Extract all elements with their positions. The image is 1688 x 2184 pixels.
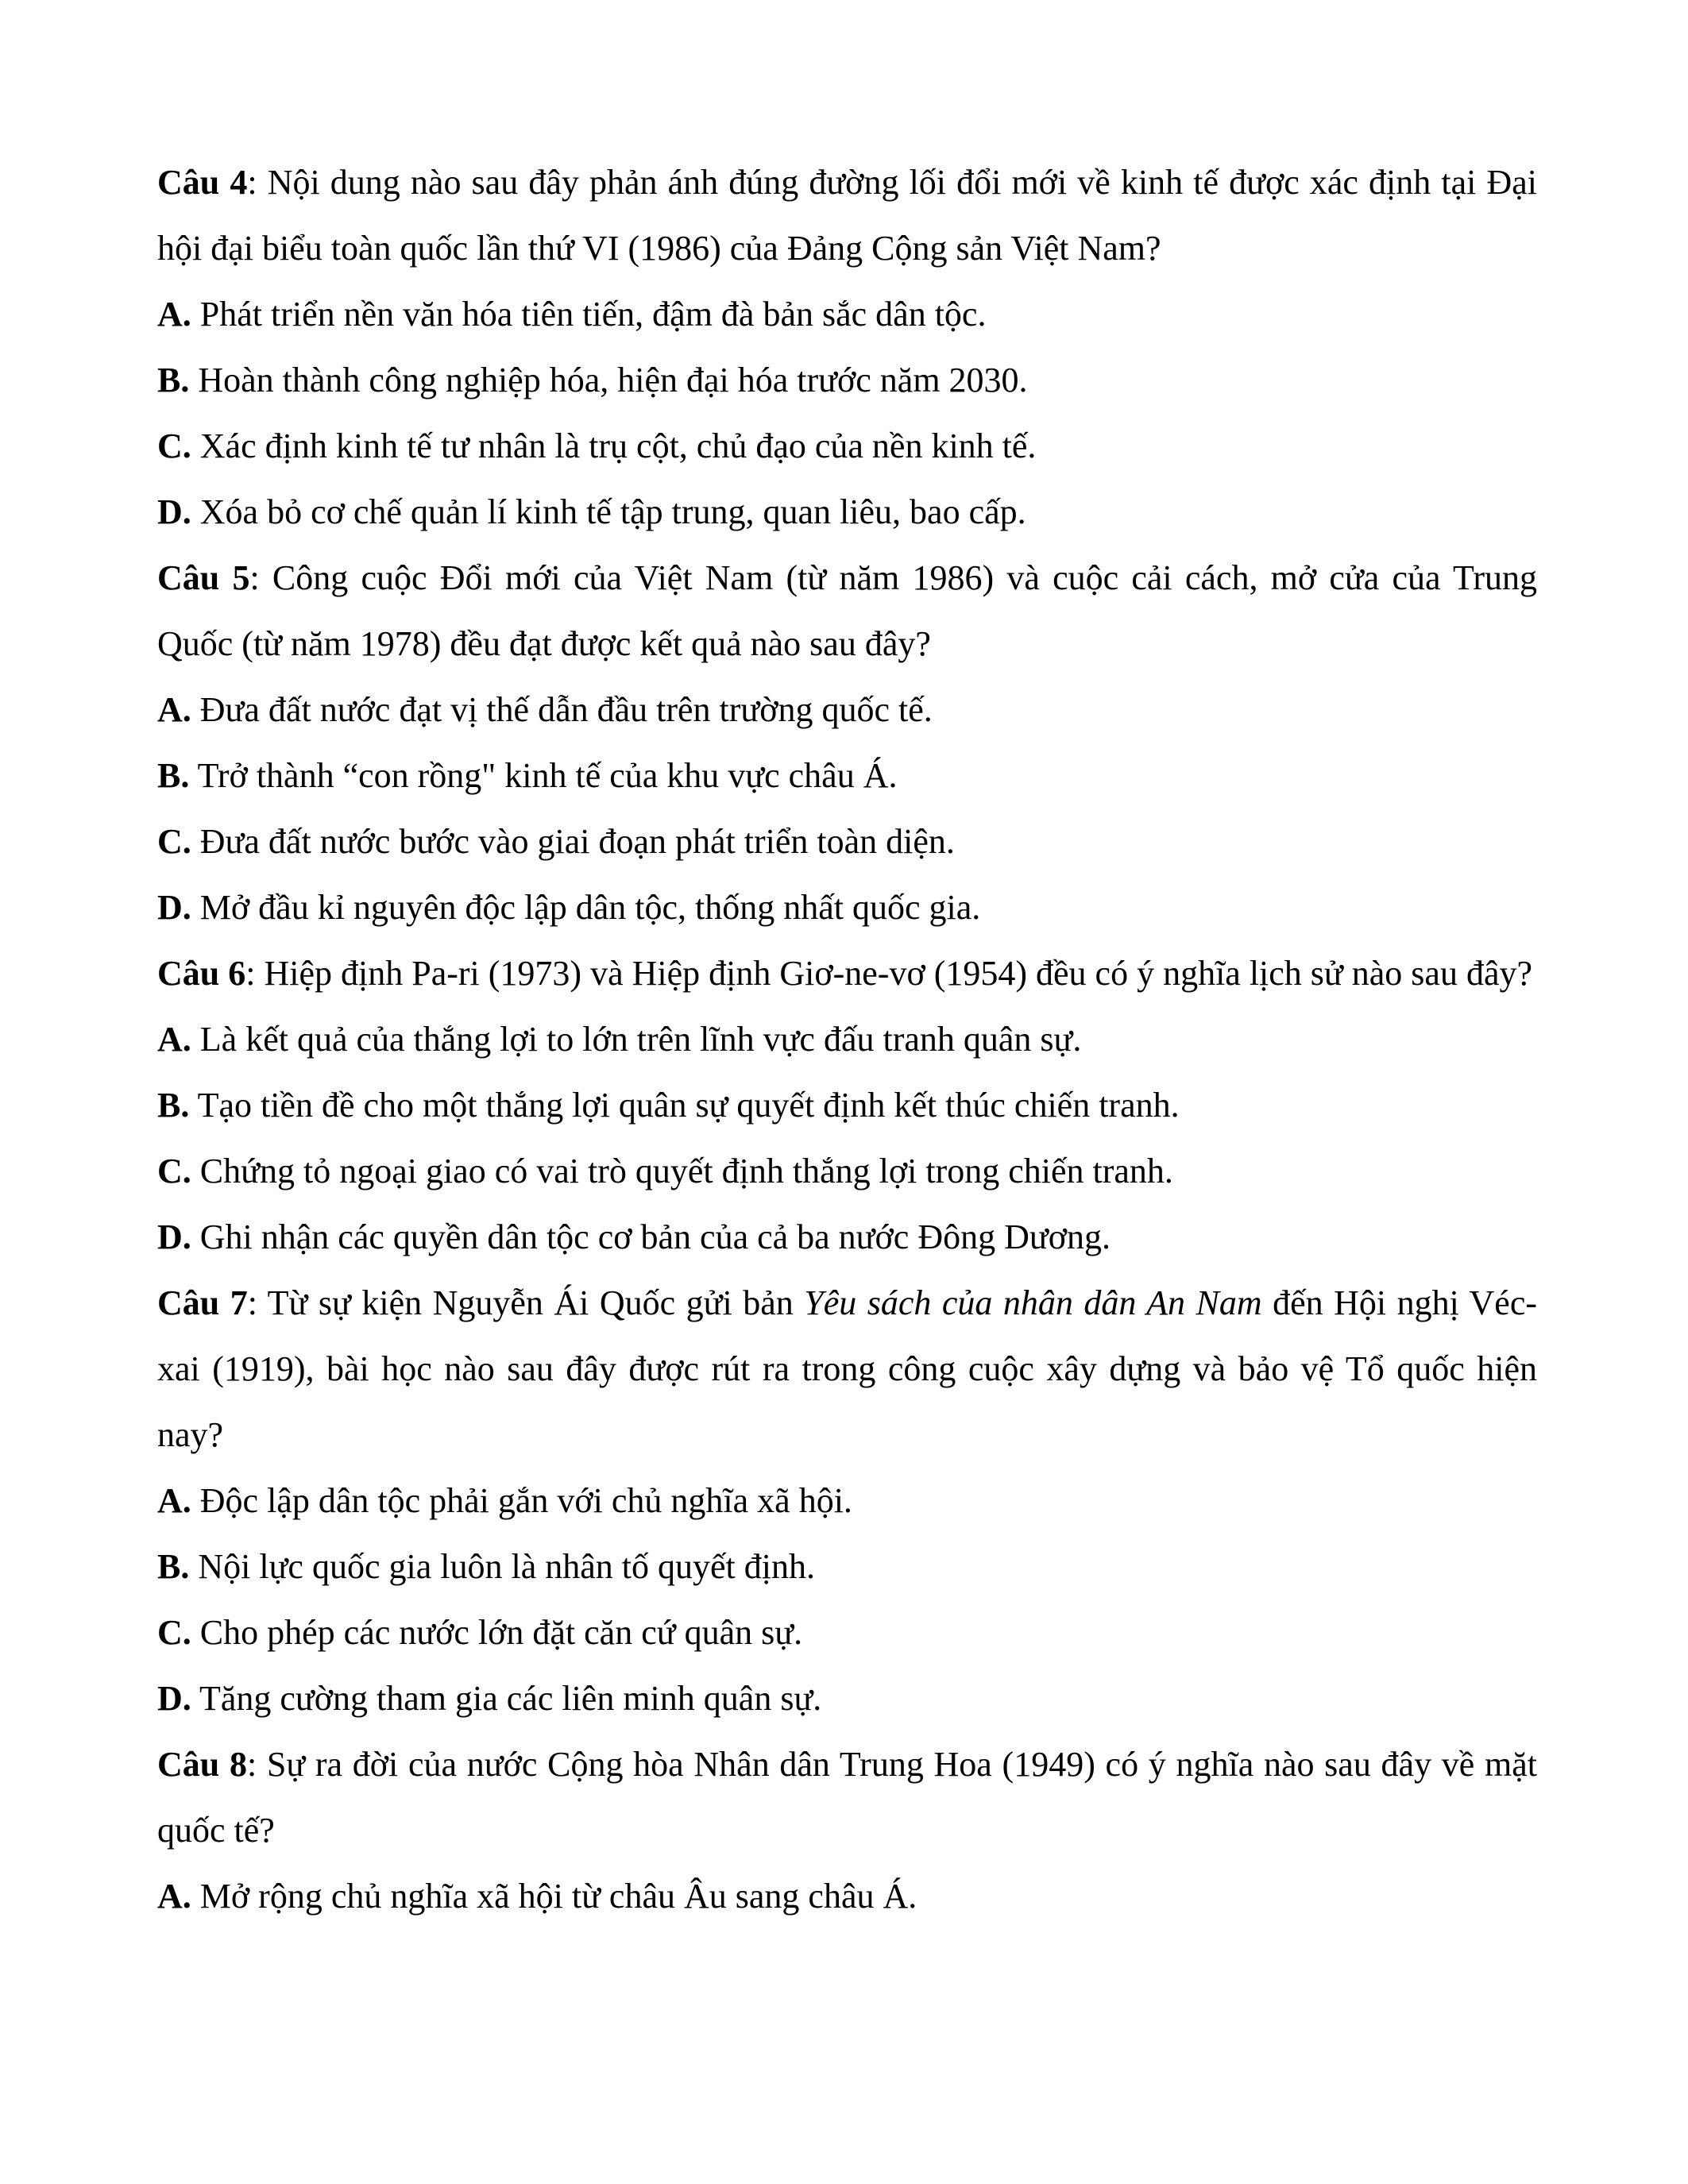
option-text: Xác định kinh tế tư nhân là trụ cột, chủ đạo của nền kinh tế. [191,426,1037,465]
option-text: Xóa bỏ cơ chế quản lí kinh tế tập trung, quan liêu, bao cấp. [191,492,1026,531]
option-text: Là kết quả của thắng lợi to lớn trên lĩnh vực đấu tranh quân sự. [191,1020,1082,1059]
option-letter: D. [157,1217,191,1256]
option-text: Đưa đất nước đạt vị thế dẫn đầu trên trường quốc tế. [191,690,933,729]
option-text: Mở rộng chủ nghĩa xã hội từ châu Âu sang châu Á. [191,1877,917,1916]
document-title-italic: Yêu sách của nhân dân An Nam [804,1283,1262,1322]
option-d [157,1665,1537,1731]
question-8 [157,1731,1537,1929]
option-c [157,1599,1537,1665]
question-text: : Hiệp định Pa-ri (1973) và Hiệp định Giơ-ne-vơ (1954) đều có ý nghĩa lịch sử nào sau đây? [245,954,1533,993]
question-5 [157,545,1537,940]
question-label: Câu 8 [157,1745,247,1784]
option-text: Hoàn thành công nghiệp hóa, hiện đại hóa trước năm 2030. [189,361,1028,399]
option-a [157,1006,1537,1072]
question-text: : Từ sự kiện Nguyễn Ái Quốc gửi bản [247,1283,805,1322]
option-a [157,1863,1537,1929]
option-text: Cho phép các nước lớn đặt căn cứ quân sự. [191,1613,803,1652]
option-letter: A. [157,1877,191,1916]
option-b [157,347,1537,413]
option-a [157,281,1537,347]
question-stem [157,1270,1537,1468]
question-stem [157,1731,1537,1863]
option-letter: A. [157,1481,191,1520]
question-label: Câu 7 [157,1283,248,1322]
question-6 [157,940,1537,1270]
option-text: Đưa đất nước bước vào giai đoạn phát triển toàn diện. [191,822,955,861]
option-text: Ghi nhận các quyền dân tộc cơ bản của cả ba nước Đông Dương. [191,1217,1111,1256]
question-text: : Nội dung nào sau đây phản ánh đúng đường lối đổi mới về kinh tế được xác định tại Đại hội đại biểu toàn quốc lần thứ VI (1986) của Đảng Cộng sản Việt Nam? [157,163,1537,268]
option-text: Phát triển nền văn hóa tiên tiến, đậm đà bản sắc dân tộc. [191,295,987,334]
question-text: : Công cuộc Đổi mới của Việt Nam (từ năm 1986) và cuộc cải cách, mở cửa của Trung Quốc (từ năm 1978) đều đạt được kết quả nào sau đây? [157,558,1537,663]
option-letter: B. [157,1547,190,1586]
question-stem [157,545,1537,677]
option-c [157,808,1537,874]
option-b [157,1534,1537,1599]
question-label: Câu 5 [157,558,250,597]
question-7 [157,1270,1537,1731]
option-letter: D. [157,1679,191,1718]
option-c [157,1138,1537,1204]
option-text: Chứng tỏ ngoại giao có vai trò quyết định thắng lợi trong chiến tranh. [191,1152,1173,1190]
option-letter: D. [157,888,191,927]
option-letter: C. [157,1152,191,1190]
option-letter: B. [157,1086,190,1125]
option-text: Tăng cường tham gia các liên minh quân sự. [191,1679,822,1718]
option-b [157,743,1537,808]
option-text: Mở đầu kỉ nguyên độc lập dân tộc, thống nhất quốc gia. [191,888,981,927]
question-text: : Sự ra đời của nước Cộng hòa Nhân dân Trung Hoa (1949) có ý nghĩa nào sau đây về mặt quốc tế? [157,1745,1537,1850]
option-letter: C. [157,426,191,465]
option-letter: C. [157,822,191,861]
question-text-continued: đến Hội nghị Véc-xai (1919), bài học nào sau đây được rút ra trong công cuộc xây dựng và bảo vệ Tổ quốc hiện nay? [157,1283,1538,1454]
option-d [157,874,1537,940]
option-text: Nội lực quốc gia luôn là nhân tố quyết định. [189,1547,815,1586]
option-letter: C. [157,1613,191,1652]
question-4 [157,149,1537,545]
question-label: Câu 4 [157,163,248,202]
question-label: Câu 6 [157,954,246,993]
option-c [157,413,1537,479]
option-letter: B. [157,361,190,399]
option-d [157,1204,1537,1270]
option-letter: D. [157,492,191,531]
option-letter: A. [157,295,191,334]
option-b [157,1072,1537,1138]
option-d [157,479,1537,545]
option-letter: A. [157,1020,191,1059]
option-a [157,1468,1537,1534]
question-stem [157,940,1537,1006]
question-stem [157,149,1537,281]
option-text: Trở thành “con rồng" kinh tế của khu vực châu Á. [189,756,898,795]
option-letter: A. [157,690,191,729]
option-text: Tạo tiền đề cho một thắng lợi quân sự quyết định kết thúc chiến tranh. [189,1086,1180,1125]
option-a [157,677,1537,743]
option-text: Độc lập dân tộc phải gắn với chủ nghĩa xã hội. [191,1481,852,1520]
option-letter: B. [157,756,190,795]
